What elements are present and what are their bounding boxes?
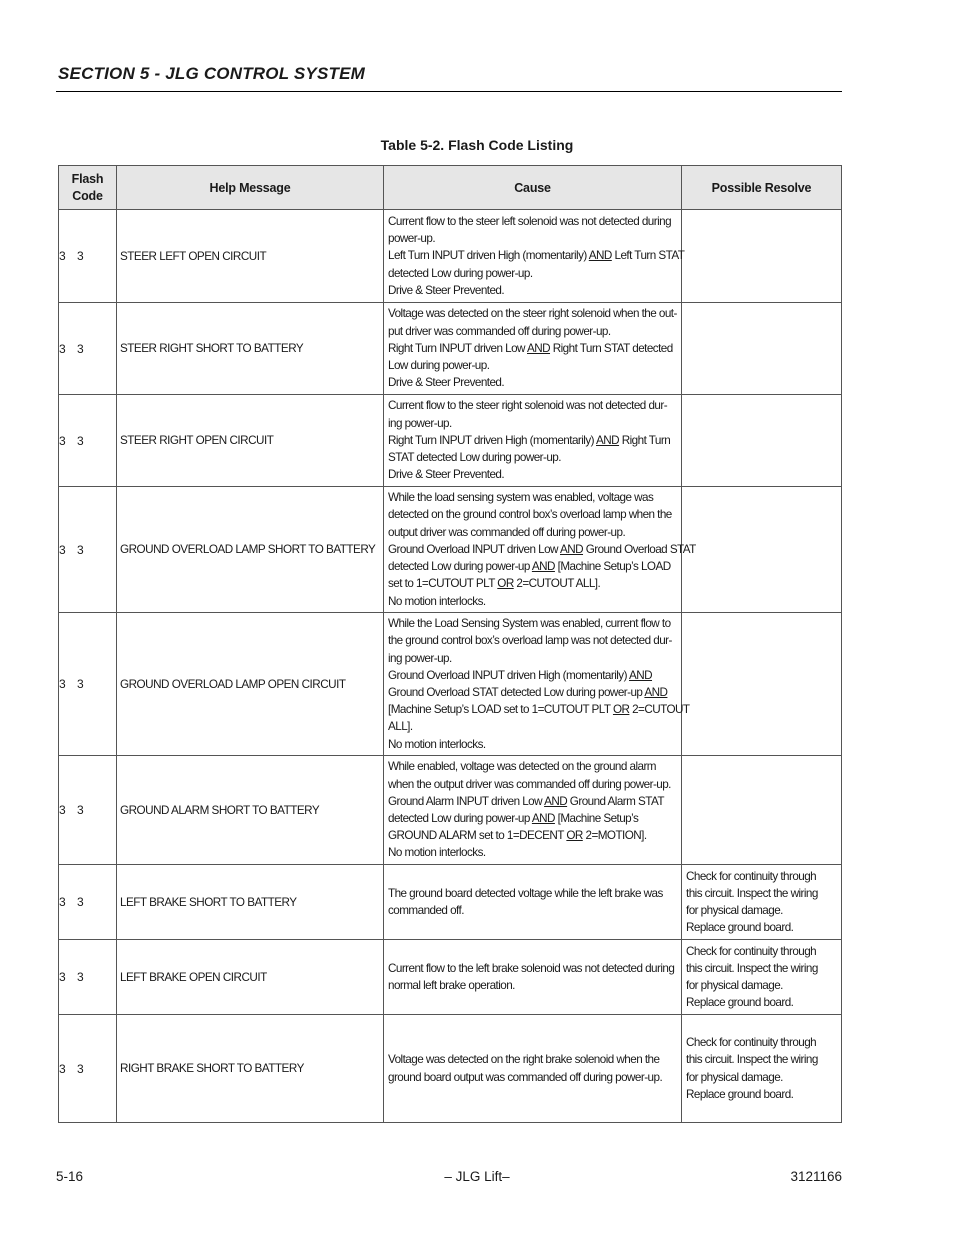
flash-code-cell [59, 1015, 117, 1123]
cause-line: Ground Overload INPUT driven High (momentarily) AND [388, 668, 653, 682]
flash-code-digit-1: 3 [59, 433, 66, 448]
cause-line: Voltage was detected on the right brake solenoid when the [388, 1053, 660, 1067]
logic-operator: AND [644, 686, 668, 699]
column-header-possible-resolve: Possible Resolve [682, 166, 842, 210]
column-header-flash-code [59, 166, 117, 210]
cause-line: detected Low during power-up AND [Machine Setup’s LOAD [388, 560, 671, 574]
logic-operator: AND [629, 668, 653, 682]
logic-operator: OR [566, 829, 583, 843]
cause-line: ing power-up. [388, 651, 452, 665]
cause-line: commanded off. [388, 904, 464, 917]
resolve-line: Check for continuity through [686, 1036, 817, 1050]
cause-cell [384, 756, 682, 865]
cause-line: normal left brake operation. [388, 979, 515, 992]
flash-code-cell [59, 303, 117, 395]
cause-line: Drive & Steer Prevented. [388, 468, 505, 482]
table-title: Table 5-2. Flash Code Listing [380, 137, 574, 153]
cause-cell [384, 865, 682, 940]
cause-cell [384, 210, 685, 303]
cause-line: The ground board detected voltage while the left brake was [388, 886, 663, 900]
logic-operator: AND [588, 249, 612, 263]
help-message-cell: GROUND OVERLOAD LAMP OPEN CIRCUIT [117, 613, 384, 756]
logic-operator: AND [531, 560, 555, 574]
resolve-line: for physical damage. [686, 979, 783, 992]
cause-cell [384, 395, 682, 487]
cause-cell [384, 1015, 682, 1123]
cause-line: STAT detected Low during power-up. [388, 451, 561, 465]
possible-resolve-cell [682, 940, 842, 1015]
resolve-line: Replace ground board. [686, 921, 794, 935]
logic-operator: OR [612, 703, 630, 717]
cause-line: Left Turn INPUT driven High (momentarily) AND Left Turn STAT [388, 249, 685, 263]
cause-line: No motion interlocks. [388, 846, 486, 860]
cause-line: Low during power-up. [388, 359, 490, 373]
cause-line: Drive & Steer Prevented. [388, 283, 505, 297]
cause-line: While the load sensing system was enabled, voltage was [388, 491, 654, 505]
help-message-cell: GROUND OVERLOAD LAMP SHORT TO BATTERY [117, 487, 384, 613]
flash-code-cell [59, 210, 117, 303]
cause-line: Right Turn INPUT driven Low AND Right Turn STAT detected [388, 341, 673, 355]
cause-line: detected Low during power-up. [388, 266, 533, 280]
logic-operator: AND [531, 812, 555, 825]
cause-line: Ground Alarm INPUT driven Low AND Ground Alarm STAT [388, 794, 664, 808]
resolve-line: this circuit. Inspect the wiring [686, 961, 818, 975]
flash-code-digit-2: 3 [77, 433, 84, 448]
table-row [59, 1015, 842, 1123]
cause-line: power-up. [388, 232, 436, 246]
table-row [59, 395, 842, 487]
cause-line: [Machine Setup’s LOAD set to 1=CUTOUT PLT OR 2=CUTOUT [388, 703, 690, 717]
flash-code-digit-2: 3 [77, 1061, 84, 1076]
column-header-help-message: Help Message [117, 166, 384, 210]
cause-line: Current flow to the left brake solenoid was not detected during [388, 961, 675, 975]
table-row [59, 303, 842, 395]
table-row [59, 756, 842, 865]
possible-resolve-cell [682, 487, 842, 613]
resolve-line: Replace ground board. [686, 996, 794, 1010]
table-row [59, 940, 842, 1015]
cause-cell [384, 303, 682, 395]
flash-code-digit-1: 3 [59, 970, 66, 984]
flash-code-cell [59, 756, 117, 865]
flash-code-cell [59, 865, 117, 940]
possible-resolve-cell [682, 210, 842, 303]
possible-resolve-cell [682, 395, 842, 487]
cause-line: output driver was commanded off during power-up. [388, 525, 626, 539]
logic-operator: AND [596, 433, 620, 447]
possible-resolve-cell [682, 613, 842, 756]
section-title: SECTION 5 - JLG CONTROL SYSTEM [58, 64, 365, 83]
cause-line: Ground Overload INPUT driven Low AND Ground Overload STAT [388, 542, 696, 556]
logic-operator: AND [527, 341, 551, 355]
page-number: 5-16 [56, 1169, 84, 1184]
cause-line: ground board output was commanded off during power-up. [388, 1070, 663, 1084]
cause-line: Current flow to the steer right solenoid was not detected dur- [388, 399, 668, 413]
table-row [59, 210, 842, 303]
possible-resolve-cell [682, 1015, 842, 1123]
logic-operator: AND [559, 542, 584, 556]
flash-code-digit-1: 3 [59, 1061, 66, 1076]
cause-line: put driver was commanded off during power-up. [388, 324, 611, 338]
cause-line: detected on the ground control box’s overload lamp when the [388, 508, 672, 522]
flash-code-digit-1: 3 [59, 803, 66, 817]
possible-resolve-cell [682, 756, 842, 865]
cause-line: While enabled, voltage was detected on the ground alarm [388, 760, 656, 774]
possible-resolve-cell [682, 865, 842, 940]
flash-code-digit-2: 3 [77, 677, 84, 691]
document-number: 3121166 [790, 1169, 842, 1184]
help-message-cell: LEFT BRAKE OPEN CIRCUIT [117, 940, 384, 1015]
cause-line: Current flow to the steer left solenoid was not detected during [388, 214, 672, 228]
table-row [59, 613, 842, 756]
cause-line: ing power-up. [388, 416, 452, 430]
resolve-line: Check for continuity through [686, 869, 817, 883]
flash-code-digit-2: 3 [77, 803, 84, 817]
possible-resolve-cell [682, 303, 842, 395]
flash-code-cell [59, 940, 117, 1015]
resolve-line: for physical damage. [686, 1070, 783, 1084]
flash-code-digit-2: 3 [77, 542, 84, 557]
cause-line: While the Load Sensing System was enabled, current flow to [388, 617, 671, 631]
flash-code-cell [59, 395, 117, 487]
cause-line: set to 1=CUTOUT PLT OR 2=CUTOUT ALL]. [388, 577, 601, 591]
cause-line: Ground Overload STAT detected Low during power-up AND [388, 686, 668, 699]
flash-code-cell [59, 487, 117, 613]
table-row [59, 487, 842, 613]
resolve-line: this circuit. Inspect the wiring [686, 886, 818, 900]
help-message-cell: STEER RIGHT OPEN CIRCUIT [117, 395, 384, 487]
cause-line: detected Low during power-up AND [Machine Setup’s [388, 812, 639, 825]
column-header-flash-code-label: Flash Code [71, 171, 104, 203]
footer-brand: – JLG Lift– [444, 1169, 510, 1184]
flash-code-digit-1: 3 [59, 249, 66, 263]
help-message-cell: STEER LEFT OPEN CIRCUIT [117, 210, 384, 303]
flash-code-digit-2: 3 [77, 341, 84, 356]
cause-cell [384, 940, 682, 1015]
flash-code-digit-1: 3 [59, 895, 66, 909]
table-header-row [59, 166, 842, 210]
logic-operator: OR [497, 577, 514, 591]
cause-cell [384, 613, 690, 756]
help-message-cell: STEER RIGHT SHORT TO BATTERY [117, 303, 384, 395]
cause-line: when the output driver was commanded off during power-up. [388, 777, 671, 791]
cause-line: GROUND ALARM set to 1=DECENT OR 2=MOTION]. [388, 829, 647, 843]
resolve-line: this circuit. Inspect the wiring [686, 1053, 818, 1067]
table-row [59, 865, 842, 940]
cause-line: Drive & Steer Prevented. [388, 376, 505, 390]
flash-code-table [58, 165, 842, 1123]
cause-line: No motion interlocks. [388, 737, 486, 751]
cause-line: ALL]. [388, 720, 413, 734]
flash-code-digit-1: 3 [59, 341, 66, 356]
flash-code-cell [59, 613, 117, 756]
help-message-cell: LEFT BRAKE SHORT TO BATTERY [117, 865, 384, 940]
resolve-line: Replace ground board. [686, 1087, 794, 1101]
cause-cell [384, 487, 696, 613]
resolve-line: Check for continuity through [686, 944, 817, 958]
cause-line: Voltage was detected on the steer right solenoid when the out- [388, 307, 677, 321]
flash-code-digit-1: 3 [59, 677, 66, 691]
flash-code-digit-1: 3 [59, 542, 66, 557]
flash-code-digit-2: 3 [77, 970, 84, 984]
help-message-cell: RIGHT BRAKE SHORT TO BATTERY [117, 1015, 384, 1123]
flash-code-digit-2: 3 [77, 895, 84, 909]
cause-line: No motion interlocks. [388, 594, 486, 608]
cause-line: the ground control box’s overload lamp was not detected dur- [388, 634, 672, 648]
column-header-cause: Cause [384, 166, 682, 210]
logic-operator: AND [544, 794, 568, 808]
cause-line: Right Turn INPUT driven High (momentarily) AND Right Turn [388, 433, 671, 447]
resolve-line: for physical damage. [686, 904, 783, 917]
help-message-cell: GROUND ALARM SHORT TO BATTERY [117, 756, 384, 865]
header-divider [56, 91, 842, 92]
flash-code-digit-2: 3 [77, 249, 84, 263]
